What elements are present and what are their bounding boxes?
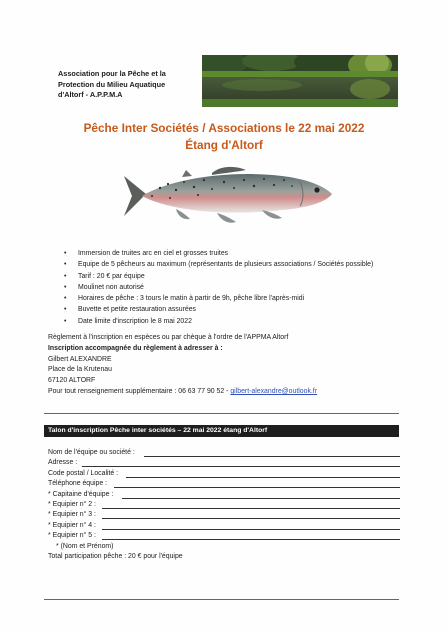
contact-line <box>48 387 408 398</box>
form-row-member-4 <box>48 521 400 531</box>
divider <box>44 599 399 600</box>
captain-field[interactable] <box>122 498 400 499</box>
registration-info <box>48 333 408 398</box>
bullet-icon: • <box>64 306 67 314</box>
bullet-icon: • <box>64 272 67 280</box>
divider <box>44 413 399 414</box>
field-label: Nom de l'équipe ou société : <box>48 448 137 458</box>
contact-name: Gilbert ALEXANDRE <box>48 355 112 363</box>
contact-text: Pour tout renseignement supplémentaire : 06 63 77 90 52 - <box>48 387 231 395</box>
form-row-total <box>48 552 400 562</box>
form-row-member-5 <box>48 531 400 541</box>
send-to-text: Inscription accompagnée du règlement à adresser à : <box>48 344 223 352</box>
org-line-3: d'Altorf - A.P.P.M.A <box>58 90 123 99</box>
bullet-icon: • <box>64 295 67 303</box>
event-title: Pêche Inter Sociétés / Associations le 22 mai 2022 <box>83 121 365 135</box>
bullet-icon: • <box>64 250 67 257</box>
contact-street: Place de la Krutenau <box>48 366 112 374</box>
form-row-captain <box>48 490 400 500</box>
member-5-field[interactable] <box>102 539 400 540</box>
form-row-team-name <box>48 448 400 458</box>
slip-heading: Talon d'inscription Pêche inter sociétés – 22 mai 2022 étang d'Altorf <box>44 425 399 437</box>
bullet-icon: • <box>64 283 67 291</box>
form-row-phone <box>48 479 400 489</box>
org-line-2: Protection du Milieu Aquatique <box>58 79 166 89</box>
member-4-field[interactable] <box>102 529 400 530</box>
field-label: * Equipier n° 4 : <box>48 521 98 531</box>
contact-city: 67120 ALTORF <box>48 377 96 385</box>
trout-illustration <box>112 162 342 234</box>
organization-name <box>58 69 198 101</box>
form-row-note <box>48 542 400 552</box>
team-name-field[interactable] <box>144 456 400 457</box>
phone-field[interactable] <box>114 487 400 488</box>
member-3-field[interactable] <box>102 518 400 519</box>
field-label: * Equipier n° 3 : <box>48 510 98 520</box>
bullet-icon: • <box>64 317 67 325</box>
address-field[interactable] <box>82 466 400 467</box>
list-item: • Buvette et petite restauration assurées <box>64 304 424 315</box>
event-details-list <box>64 248 424 327</box>
form-row-member-2 <box>48 500 400 510</box>
list-item: • Moulinet non autorisé <box>64 282 424 293</box>
name-note: * (Nom et Prénom) <box>56 542 114 550</box>
total-text: Total participation pêche : 20 € pour l'équipe <box>48 552 183 560</box>
list-item: • Tarif : 20 € par équipe <box>64 271 424 282</box>
field-label: Code postal / Localité : <box>48 469 120 479</box>
list-item: • Date limite d'inscription le 8 mai 2022 <box>64 316 424 327</box>
field-label: Téléphone équipe : <box>48 479 109 489</box>
event-location: Étang d'Altorf <box>185 138 263 152</box>
field-label: * Equipier n° 5 : <box>48 531 98 541</box>
form-row-address <box>48 458 400 468</box>
form-row-postcode <box>48 469 400 479</box>
payment-text: Règlement à l'inscription en espèces ou par chèque à l'ordre de l'APPMA Altorf <box>48 334 289 341</box>
email-link[interactable]: gilbert-alexandre@outlook.fr <box>230 387 318 395</box>
field-label: * Capitaine d'équipe : <box>48 490 115 500</box>
list-item: • Immersion de truites arc en ciel et grosses truites <box>64 248 424 259</box>
bullet-icon: • <box>64 261 67 269</box>
form-row-member-3 <box>48 510 400 520</box>
registration-slip-form <box>48 448 400 562</box>
list-item: • Horaires de pêche : 3 tours le matin à partir de 9h, pêche libre l'après-midi <box>64 293 424 304</box>
field-label: * Equipier n° 2 : <box>48 500 98 510</box>
pond-photo <box>202 55 398 107</box>
org-line-1: Association pour la Pêche et la <box>58 69 166 78</box>
member-2-field[interactable] <box>102 508 400 509</box>
list-item: • Equipe de 5 pêcheurs au maximum (représentants de plusieurs associations / Sociétés possible) <box>64 259 424 270</box>
postcode-city-field[interactable] <box>126 477 400 478</box>
field-label: Adresse : <box>48 458 79 468</box>
